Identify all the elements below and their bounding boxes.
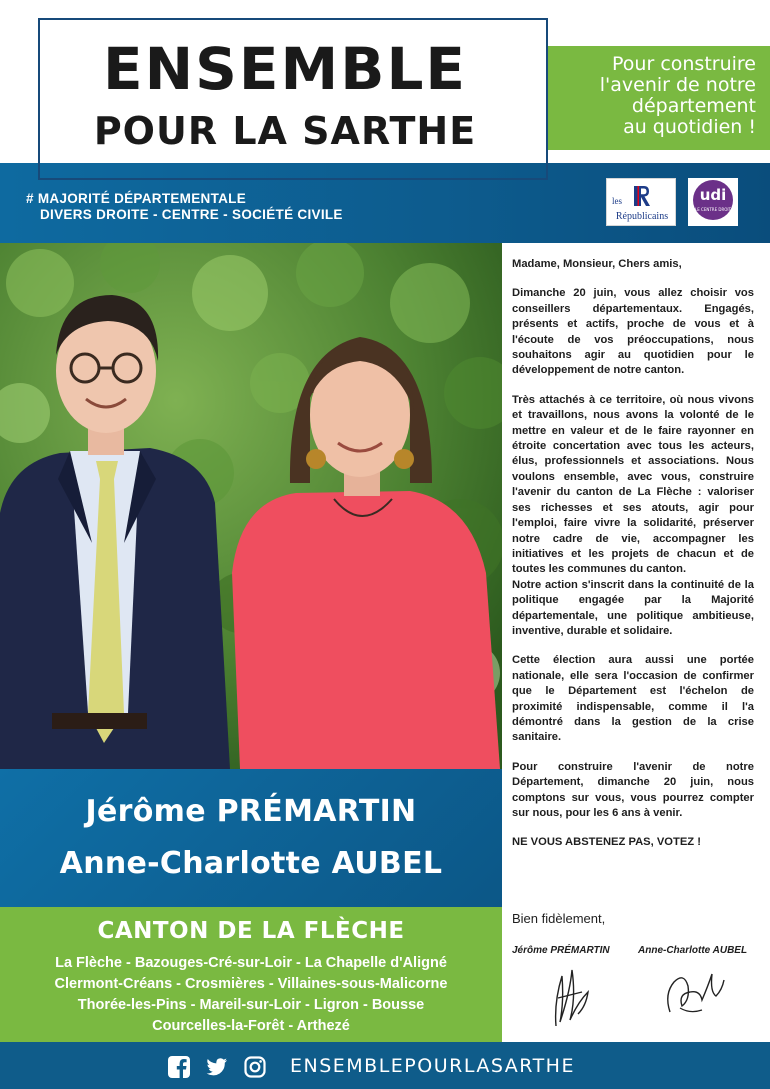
candidate-name: Jérôme PRÉMARTIN bbox=[85, 794, 417, 829]
letter-paragraph: Notre action s'inscrit dans la continuité de la politique engagée par la Majorité départementale, une politique ambitieuse, inventive, durable et solidaire. bbox=[512, 578, 754, 637]
facebook-icon[interactable] bbox=[168, 1056, 190, 1078]
lr-flag-icon bbox=[633, 185, 651, 207]
communes-line: Thorée-les-Pins - Mareil-sur-Loir - Ligron - Bousse bbox=[77, 997, 425, 1013]
signer-name: Anne-Charlotte AUBEL bbox=[638, 945, 748, 956]
tagline-line: au quotidien ! bbox=[623, 116, 756, 138]
page-title: ENSEMBLE bbox=[102, 35, 468, 103]
udi-circle bbox=[693, 180, 733, 220]
candidate-name: Anne-Charlotte AUBEL bbox=[59, 846, 443, 881]
communes-line: La Flèche - Bazouges-Cré-sur-Loir - La Chapelle d'Aligné bbox=[55, 955, 447, 971]
majority-label bbox=[26, 191, 343, 223]
lr-name-text: Républicains bbox=[615, 211, 669, 222]
instagram-icon[interactable] bbox=[244, 1056, 266, 1078]
candidates-photo bbox=[0, 243, 502, 769]
letter-closing: Bien fidèlement, bbox=[512, 911, 606, 926]
communes-line: Courcelles-la-Forêt - Arthezé bbox=[152, 1018, 350, 1034]
letter-paragraph: Pour construire l'avenir de notre Département, dimanche 20 juin, nous comptons sur vous, vous pourrez compter sur nous, pour les 6 ans à venir. bbox=[512, 760, 754, 819]
letter-call-to-vote: NE VOUS ABSTENEZ PAS, VOTEZ ! bbox=[512, 836, 701, 849]
majority-line: DIVERS DROITE - CENTRE - SOCIÉTÉ CIVILE bbox=[40, 207, 343, 222]
canton-title: CANTON DE LA FLÈCHE bbox=[97, 918, 405, 944]
tagline-line: l'avenir de notre bbox=[599, 74, 756, 96]
page-subtitle: POUR LA SARTHE bbox=[93, 109, 477, 153]
letter-paragraph: Très attachés à ce territoire, où nous vivons et travaillons, nous avons la volonté de le mettre en valeur et de le faire rayonner en étroite concertation avec tous les acteurs, élus, professionnels et associations. Nous voulons ensemble, avec vous, construire l'avenir du canton de La Flèche : valoriser ses richesses et ses atouts, agir pour l'emploi, faire vivre la solidarité, préserver notre cadre de vie, accompagner les initiatives et les projets de chacun et de toutes les communes du canton. bbox=[512, 393, 754, 576]
tagline-line: Pour construire bbox=[612, 53, 756, 75]
udi-text: udi bbox=[699, 186, 727, 204]
letter-paragraph: Cette élection aura aussi une portée nationale, elle sera l'occasion de confirmer que le Département est l'échelon de proximité indispensable, comme il l'a démontré dans la gestion de la crise sanitaire. bbox=[512, 654, 754, 744]
twitter-icon[interactable] bbox=[206, 1056, 228, 1078]
signature-premartin bbox=[548, 962, 596, 1032]
signer-name: Jérôme PRÉMARTIN bbox=[512, 945, 610, 956]
signature-aubel bbox=[660, 964, 730, 1022]
letter-greeting: Madame, Monsieur, Chers amis, bbox=[512, 258, 682, 270]
letter-paragraph: Dimanche 20 juin, vous allez choisir vos conseillers départementaux. Engagés, présents et actifs, proche de vous et à l'écoute de vos préoccupations, nous souhaitons agir au quotidien pour le développement de notre canton. bbox=[512, 287, 754, 377]
lr-les-text: les bbox=[612, 196, 622, 206]
social-handle[interactable]: ENSEMBLEPOURLASARTHE bbox=[290, 1055, 575, 1077]
udi-sub-text: LE CENTRE DROIT bbox=[695, 207, 731, 212]
letter-body bbox=[512, 257, 754, 865]
les-republicains-logo bbox=[606, 178, 676, 226]
udi-logo bbox=[688, 178, 738, 226]
communes-line: Clermont-Créans - Crosmières - Villaines-sous-Malicorne bbox=[54, 976, 448, 992]
tagline-box bbox=[548, 46, 770, 150]
tagline-line: département bbox=[631, 95, 756, 117]
majority-line: # MAJORITÉ DÉPARTEMENTALE bbox=[26, 191, 247, 206]
candidate-names-block bbox=[0, 769, 502, 907]
